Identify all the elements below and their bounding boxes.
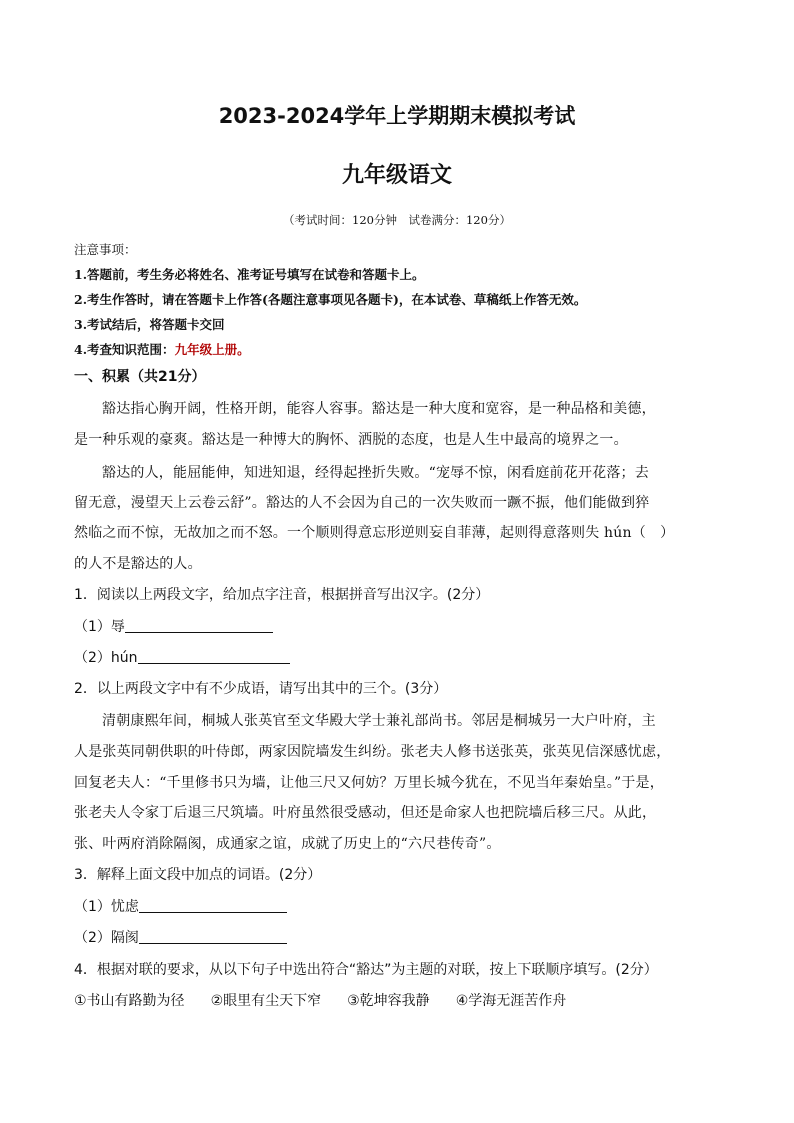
question-2: 2．以上两段文字中有不少成语，请写出其中的三个。(3分） (74, 681, 448, 697)
question-4-options (74, 990, 592, 1010)
couplet-option: ③乾坤容我静 (347, 993, 430, 1009)
question-1-part-1-label: （1）辱 (74, 619, 125, 635)
section-heading-accumulation: 一、积累（共21分） (74, 369, 206, 385)
exam-time-and-score: （考试时间：120分钟 试卷满分：120分） (283, 213, 511, 227)
passage2-line: 的人不是豁达的人。 (74, 556, 202, 572)
answer-blank[interactable] (138, 649, 290, 664)
exam-subject: 九年级语文 (341, 163, 452, 188)
exam-title: 2023-2024学年上学期期末模拟考试 (218, 104, 576, 128)
passage3-line: 张、叶两府消除隔阂，成通家之谊，成就了历史上的“六尺巷传奇”。 (74, 836, 501, 852)
notice-item-2: 2.考生作答时，请在答题卡上作答(各题注意事项见各题卡)，在本试卷、草稿纸上作答无效。 (74, 292, 587, 307)
question-3-part-2 (74, 927, 287, 947)
question-1-part-2-label: （2）hún (74, 650, 138, 666)
question-3-part-1-label: （1）忧虑 (74, 899, 139, 915)
answer-blank[interactable] (139, 898, 287, 913)
passage1-line: 豁达指心胸开阔，性格开朗，能容人容事。豁达是一种大度和宽容，是一种品格和美德， (102, 401, 656, 417)
question-1: 1．阅读以上两段文字，给加点字注音，根据拼音写出汉字。(2分） (74, 587, 490, 603)
passage2-line: 豁达的人，能屈能伸，知进知退，经得起挫折失败。“宠辱不惊，闲看庭前花开花落；去 (102, 465, 649, 481)
question-3: 3．解释上面文段中加点的词语。(2分） (74, 867, 322, 883)
notice-item-1: 1.答题前，考生务必将姓名、准考证号填写在试卷和答题卡上。 (74, 267, 425, 282)
question-1-part-2 (74, 647, 290, 667)
couplet-option: ①书山有路勤为径 (74, 993, 185, 1009)
answer-blank[interactable] (139, 929, 287, 944)
notice-item-3: 3.考试结后，将答题卡交回 (74, 317, 225, 332)
couplet-option: ④学海无涯苦作舟 (455, 993, 567, 1009)
notice-item-4-label: 4.考查知识范围： (74, 342, 175, 357)
passage3-line: 张老夫人令家丁后退三尺筑墙。叶府虽然很受感动，但还是命家人也把院墙后移三尺。从此， (74, 805, 657, 821)
knowledge-scope: 九年级上册。 (174, 342, 250, 357)
question-4: 4．根据对联的要求，从以下句子中选出符合“豁达”为主题的对联，按上下联顺序填写。(2分） (74, 962, 658, 978)
notice-heading: 注意事项： (74, 242, 137, 257)
question-3-part-2-label: （2）隔阂 (74, 930, 139, 946)
passage3-line: 回复老夫人：“千里修书只为墙，让他三尺又何妨？万里长城今犹在，不见当年秦始皇。”于是， (74, 775, 664, 791)
passage2-line: 然临之而不惊，无故加之而不怒。一个顺则得意忘形逆则妄自菲薄，起则得意落则失 hún（ ） (74, 525, 675, 541)
passage1-line: 是一种乐观的豪爽。豁达是一种博大的胸怀、洒脱的态度，也是人生中最高的境界之一。 (74, 432, 628, 448)
passage2-line: 留无意，漫望天上云卷云舒”。豁达的人不会因为自己的一次失败而一蹶不振，他们能做到猝 (74, 495, 650, 511)
question-3-part-1 (74, 896, 287, 916)
question-1-part-1 (74, 616, 273, 636)
notice-item-4 (74, 340, 250, 358)
passage3-line: 人是张英同朝供职的叶侍郎，两家因院墙发生纠纷。张老夫人修书送张英，张英见信深感忧虑， (74, 744, 671, 760)
couplet-option: ②眼里有尘天下窄 (210, 993, 322, 1009)
answer-blank[interactable] (125, 618, 273, 633)
passage3-line: 清朝康熙年间，桐城人张英官至文华殿大学士兼礼部尚书。邻居是桐城另一大户叶府，主 (102, 713, 656, 729)
